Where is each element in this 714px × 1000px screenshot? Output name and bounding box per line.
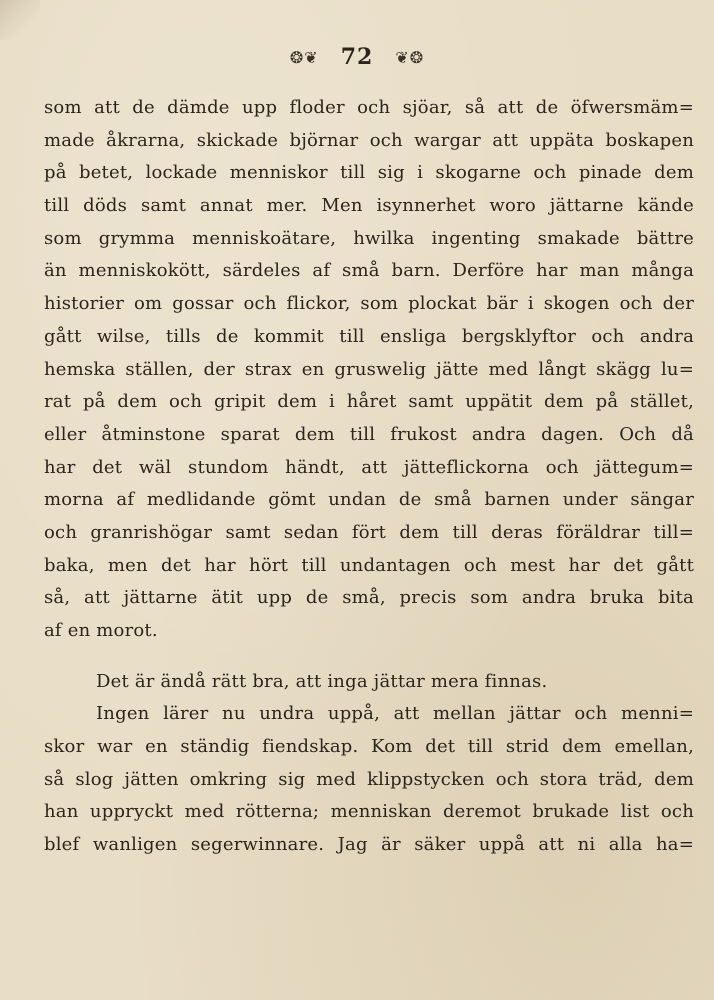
text-line: och granrishögar samt sedan fört dem till deras föräldrar till= xyxy=(44,521,694,543)
text-line: historier om gossar och flickor, som plockat bär i skogen och der xyxy=(44,293,694,315)
text-line: på betet, lockade menniskor till sig i skogarne och pinade dem xyxy=(44,162,694,184)
text-line: så, att jättarne ätit upp de små, precis som andra bruka bita xyxy=(44,587,694,609)
text-line: Det är ändå rätt bra, att inga jättar mera finnas. xyxy=(96,670,548,692)
text-line: Ingen lärer nu undra uppå, att mellan jättar och menni= xyxy=(96,703,694,725)
text-line: som grymma menniskoätare, hwilka ingenting smakade bättre xyxy=(44,227,694,249)
paragraph-3 xyxy=(44,698,694,861)
text-line: blef wanligen segerwinnare. Jag är säker uppå att ni alla ha= xyxy=(44,834,694,856)
paragraph-gap xyxy=(44,648,694,666)
text-line: så slog jätten omkring sig med klippstycken och stora träd, dem xyxy=(44,768,694,790)
paragraph-1 xyxy=(44,92,694,648)
text-line: hemska ställen, der strax en gruswelig jätte med långt skägg lu= xyxy=(44,358,694,380)
page-header xyxy=(0,44,714,70)
text-line: skor war en ständig fiendskap. Kom det till strid dem emellan, xyxy=(44,736,694,758)
paragraph-2 xyxy=(44,666,694,699)
text-line: af en morot. xyxy=(44,620,158,641)
text-line: till döds samt annat mer. Men isynnerhet woro jättarne kände xyxy=(44,195,694,217)
text-line: eller åtminstone sparat dem till frukost andra dagen. Och då xyxy=(44,423,694,445)
text-line: han uppryckt med rötterna; menniskan deremot brukade list och xyxy=(44,801,694,823)
text-line: rat på dem och gripit dem i håret samt uppätit dem på stället, xyxy=(44,391,694,413)
text-line: gått wilse, tills de kommit till ensliga bergsklyftor och andra xyxy=(44,325,694,347)
body-text xyxy=(44,92,694,862)
page-corner-shadow xyxy=(0,0,40,40)
text-line: baka, men det har hört till undantagen och mest har det gått xyxy=(44,554,694,576)
text-line: som att de dämde upp floder och sjöar, så att de öfwersmäm= xyxy=(44,97,694,118)
ornament-right-icon: ❦❂ xyxy=(395,47,425,67)
text-line: made åkrarna, skickade björnar och wargar att uppäta boskapen xyxy=(44,129,694,151)
text-line: än menniskokött, särdeles af små barn. Derföre har man många xyxy=(44,260,694,282)
ornament-left-icon: ❂❦ xyxy=(289,47,319,67)
page-number: 72 xyxy=(340,44,374,70)
text-line: morna af medlidande gömt undan de små barnen under sängar xyxy=(44,489,694,511)
text-line: har det wäl stundom händt, att jätteflickorna och jättegum= xyxy=(44,456,694,478)
